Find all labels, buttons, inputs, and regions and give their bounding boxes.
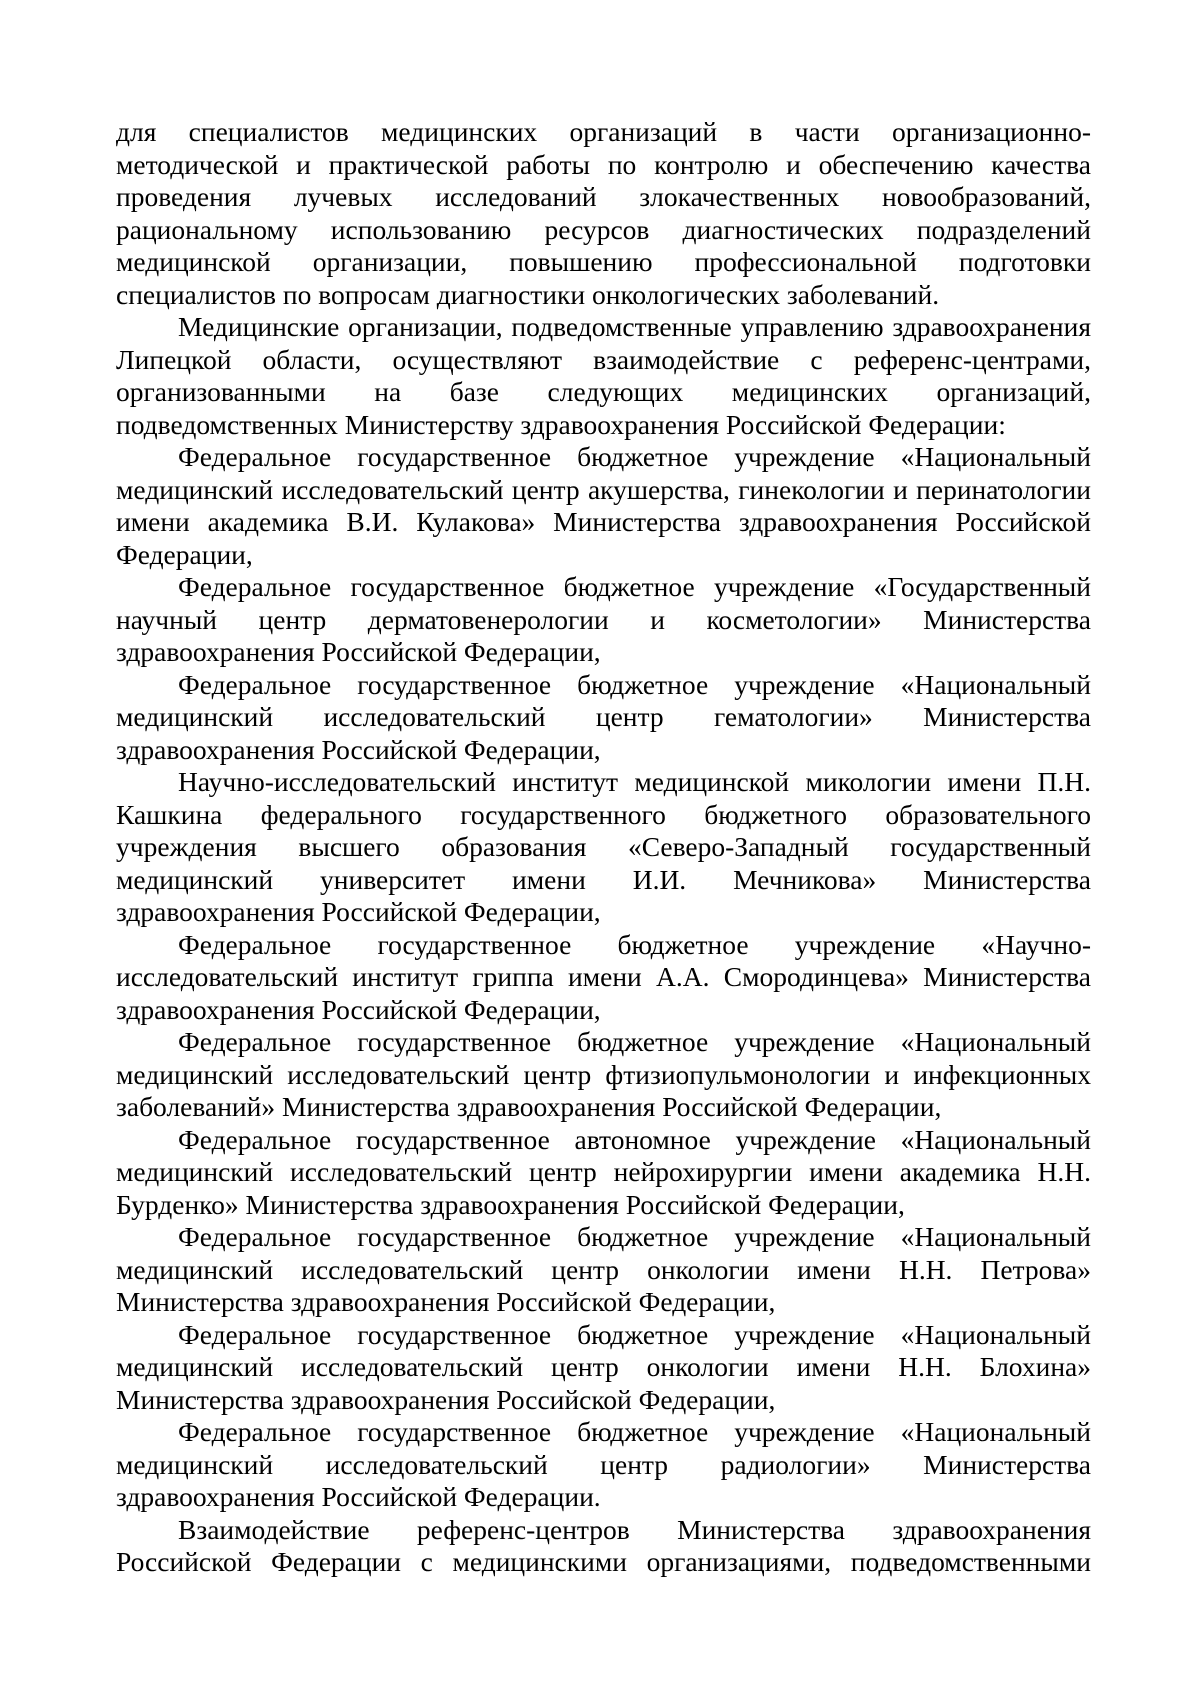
paragraph-continuation: для специалистов медицинских организаций в части организационно-методической и практической работы по контролю и обеспечению качества проведения лучевых исследований злокачественных новообразований, рациональному использованию ресурсов диагностических подразделений медицинской организации, повышению профессиональной подготовки специалистов по вопросам диагностики онкологических заболеваний. [116, 116, 1091, 310]
paragraph-radiology-center: Федеральное государственное бюджетное учреждение «Национальный медицинский исследовательский центр радиологии» Министерства здравоохранения Российской Федерации. [116, 1416, 1091, 1512]
paragraph-neurosurgery-center: Федеральное государственное автономное учреждение «Национальный медицинский исследовательский центр нейрохирургии имени академика Н.Н. Бурденко» Министерства здравоохранения Российской Федерации, [116, 1123, 1091, 1220]
paragraph-dermatovenereology-center: Федеральное государственное бюджетное учреждение «Государственный научный центр дерматовенерологии и косметологии» Министерства здравоохранения Российской Федерации, [116, 571, 1091, 667]
paragraph-phthisiopulmonology-center: Федеральное государственное бюджетное учреждение «Национальный медицинский исследовательский центр фтизиопульмонологии и инфекционных заболеваний» Министерства здравоохранения Российской Федерации, [116, 1026, 1091, 1122]
paragraph-interaction: Взаимодействие референс-центров Министерства здравоохранения Российской Федерации с медицинскими организациями, подведомственными [116, 1513, 1091, 1577]
paragraph-mycology-institute: Научно-исследовательский институт медицинской микологии имени П.Н. Кашкина федерального государственного бюджетного образовательного учреждения высшего образования «Северо-Западный государственный медицинский университет имени И.И. Мечникова» Министерства здравоохранения Российской Федерации, [116, 766, 1091, 927]
paragraph-medical-organizations: Медицинские организации, подведомственные управлению здравоохранения Липецкой области, осуществляют взаимодействие с референс-центрами, организованными на базе следующих медицинских организаций, подведомственных Министерству здравоохранения Российской Федерации: [116, 311, 1091, 440]
paragraph-hematology-center: Федеральное государственное бюджетное учреждение «Национальный медицинский исследовательский центр гематологии» Министерства здравоохранения Российской Федерации, [116, 668, 1091, 765]
paragraph-petrov-oncology-center: Федеральное государственное бюджетное учреждение «Национальный медицинский исследовательский центр онкологии имени Н.Н. Петрова» Министерства здравоохранения Российской Федерации, [116, 1221, 1091, 1317]
paragraph-kulakov-center: Федеральное государственное бюджетное учреждение «Национальный медицинский исследовательский центр акушерства, гинекологии и перинатологии имени академика В.И. Кулакова» Министерства здравоохранения Российской Федерации, [116, 441, 1091, 570]
document-body [116, 116, 1091, 1579]
paragraph-influenza-institute: Федеральное государственное бюджетное учреждение «Научно-исследовательский институт гриппа имени А.А. Смородинцева» Министерства здравоохранения Российской Федерации, [116, 928, 1091, 1025]
paragraph-blokhin-oncology-center: Федеральное государственное бюджетное учреждение «Национальный медицинский исследовательский центр онкологии имени Н.Н. Блохина» Министерства здравоохранения Российской Федерации, [116, 1318, 1091, 1415]
